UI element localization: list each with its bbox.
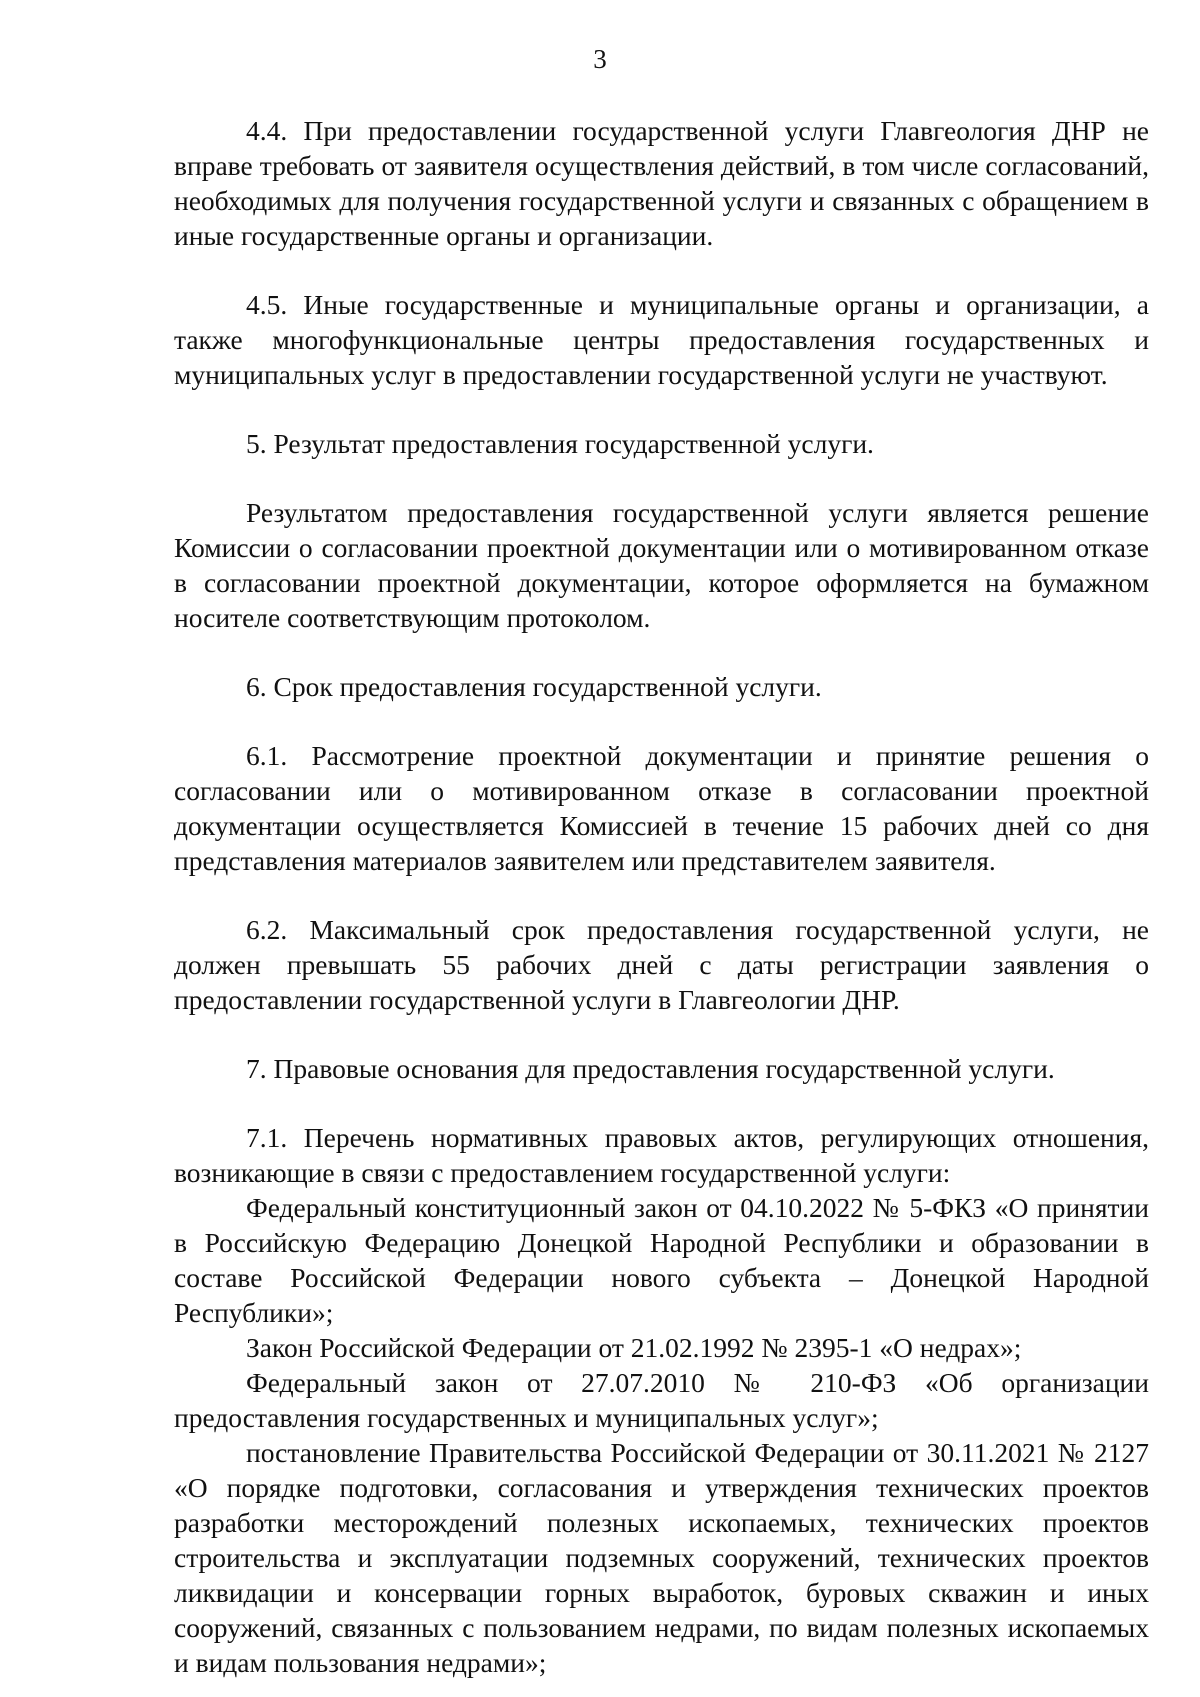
paragraph-6-2: 6.2. Максимальный срок предоставления государственной услуги, не должен превышать 55 рабочих дней с даты регистрации заявления о предоставлении государственной услуги в Главгеологии ДНР. xyxy=(174,914,1149,1015)
paragraph-4-4: 4.4. При предоставлении государственной услуги Главгеология ДНР не вправе требовать от заявителя осуществления действий, в том числе согласований, необходимых для получения государственной услуги и связанных с обращением в иные государственные органы и организации. xyxy=(174,115,1149,251)
paragraph-5-result: Результатом предоставления государственной услуги является решение Комиссии о согласовании проектной документации или о мотивированном отказе в согласовании проектной документации, которое оформляется на бумажном носителе соответствующим протоколом. xyxy=(174,497,1149,633)
page-number: 3 xyxy=(593,44,607,74)
law-item-nedra: Закон Российской Федерации от 21.02.1992 № 2395-1 «О недрах»; xyxy=(246,1332,1022,1363)
law-item-resolution-2127: постановление Правительства Российской Федерации от 30.11.2021 № 2127 «О порядке подготовки, согласования и утверждения технических проектов разработки месторождений полезных ископаемых, технических проектов строительства и эксплуатации подземных сооружений, технических проектов ликвидации и консервации горных выработок, буровых скважин и иных сооружений, связанных с пользованием недрами, по видам полезных ископаемых и видам пользования недрами»; xyxy=(174,1437,1149,1678)
paragraph-4-5: 4.5. Иные государственные и муниципальные органы и организации, а также многофункциональные центры предоставления государственных и муниципальных услуг в предоставлении государственной услуги не участвуют. xyxy=(174,289,1149,390)
paragraph-6-1: 6.1. Рассмотрение проектной документации и принятие решения о согласовании или о мотивированном отказе в согласовании проектной документации осуществляется Комиссией в течение 15 рабочих дней со дня представления материалов заявителем или представителем заявителя. xyxy=(174,740,1149,876)
law-item-fkz: Федеральный конституционный закон от 04.10.2022 № 5-ФКЗ «О принятии в Российскую Федерацию Донецкой Народной Республики и образовании в составе Российской Федерации нового субъекта – Донецкой Народной Республики»; xyxy=(174,1192,1149,1328)
section-heading-6: 6. Срок предоставления государственной услуги. xyxy=(246,671,822,702)
document-body xyxy=(174,113,1149,1680)
section-heading-5: 5. Результат предоставления государственной услуги. xyxy=(246,428,874,459)
section-heading-7: 7. Правовые основания для предоставления государственной услуги. xyxy=(246,1053,1055,1084)
paragraph-7-1: 7.1. Перечень нормативных правовых актов, регулирующих отношения, возникающие в связи с предоставлением государственной услуги: xyxy=(174,1122,1149,1188)
law-item-210-fz: Федеральный закон от 27.07.2010 № 210-ФЗ «Об организации предоставления государственных и муниципальных услуг»; xyxy=(174,1367,1149,1433)
